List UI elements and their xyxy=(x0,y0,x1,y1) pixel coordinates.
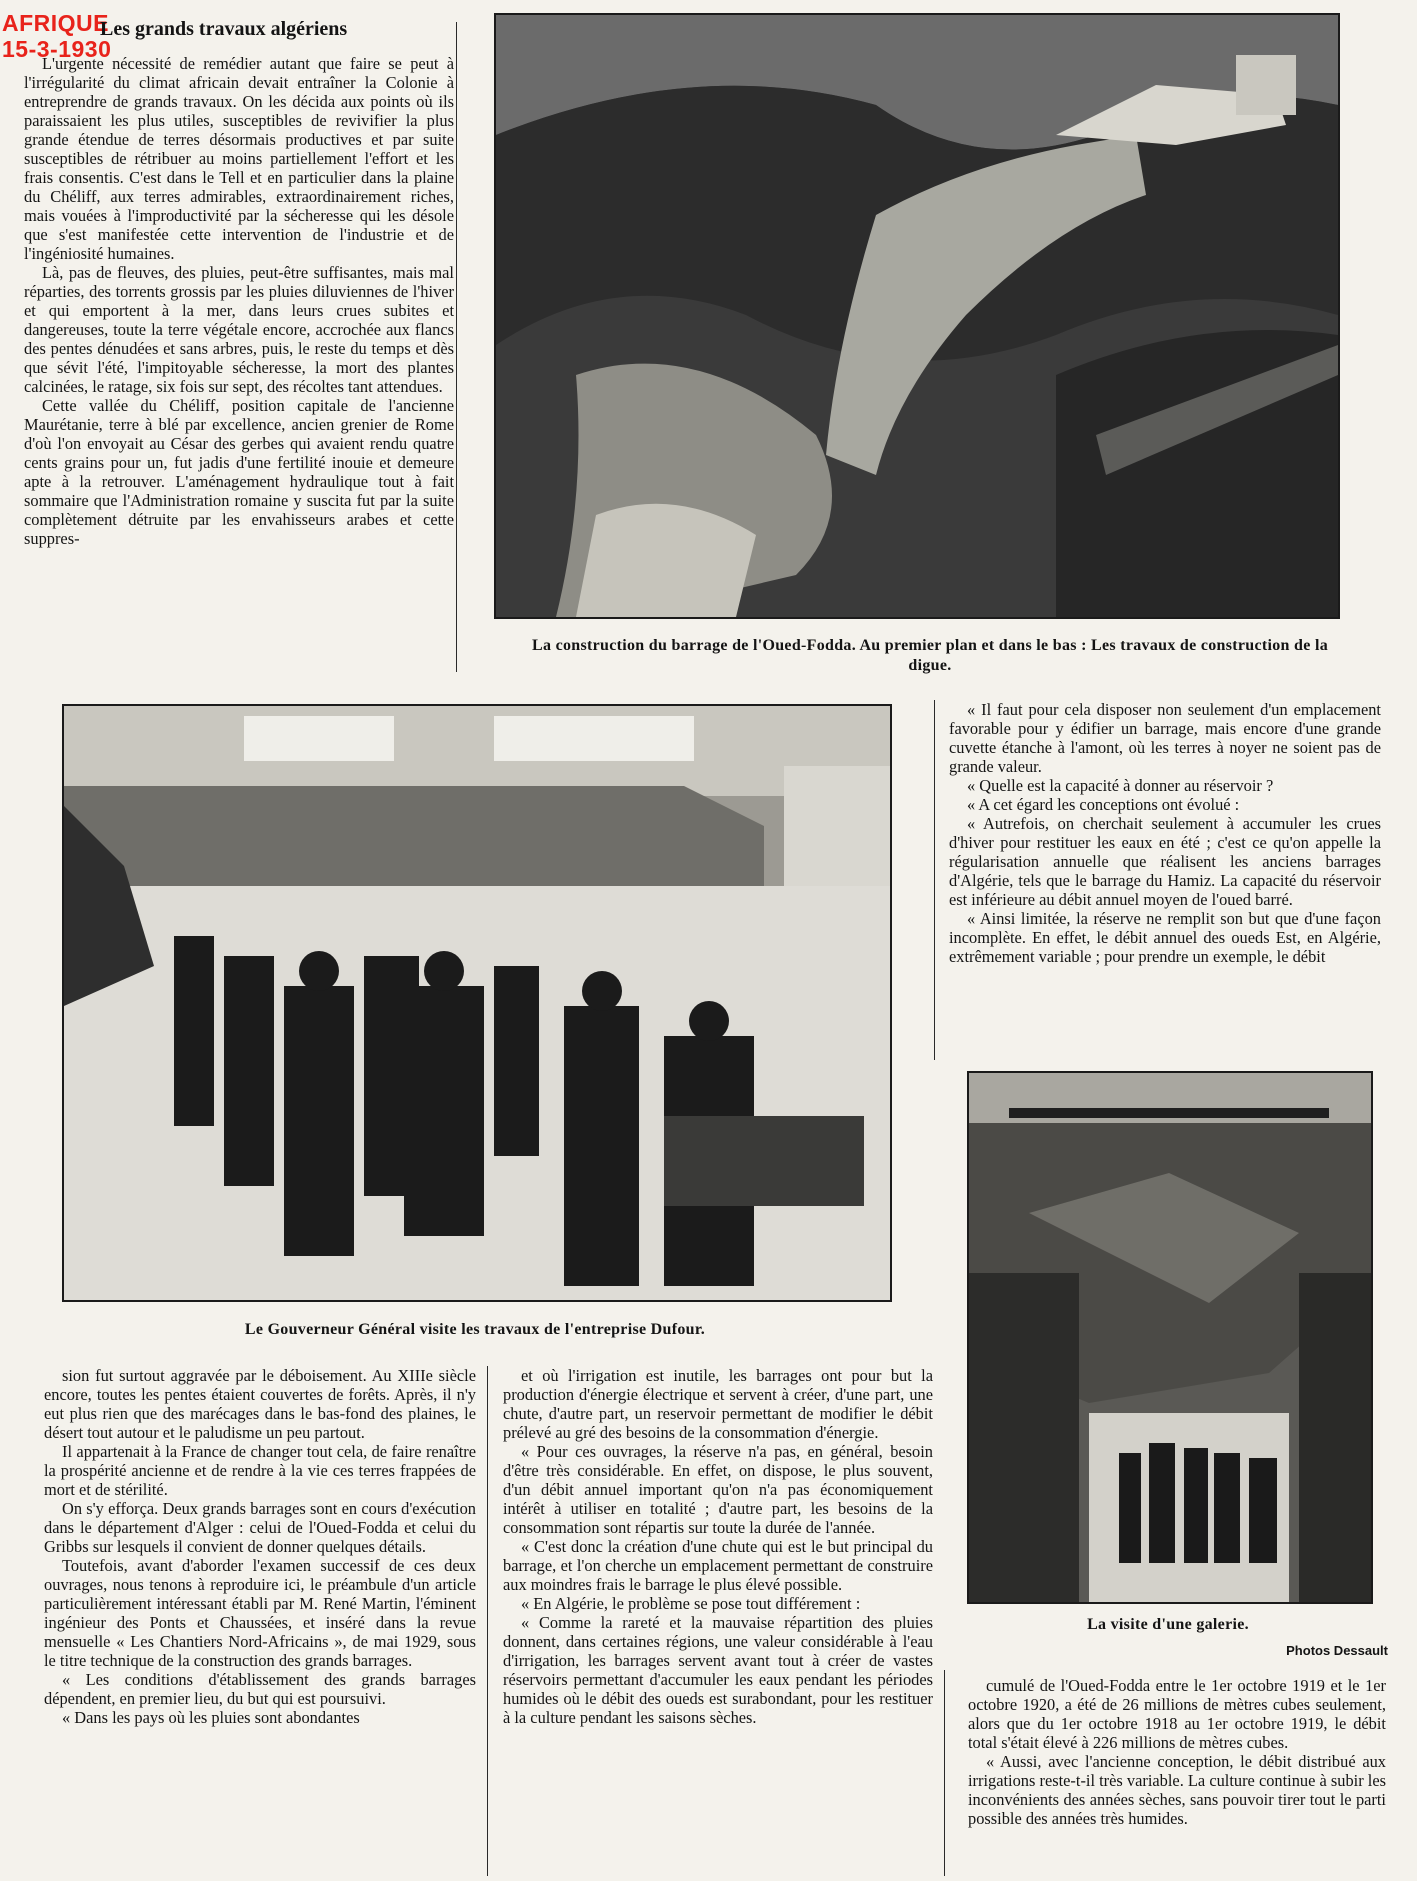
column-2 xyxy=(949,700,1381,1056)
column-4 xyxy=(503,1366,933,1876)
paragraph: cumulé de l'Oued-Fodda entre le 1er octobre 1919 et le 1er octobre 1920, a été de 26 millions de mètres cubes seulement, alors que du 1er octobre 1918 au 1er octobre 1919, le débit total s'était élevé à 226 millions de mètres cubes. xyxy=(968,1676,1386,1752)
photo-credit: Photos Dessault xyxy=(1286,1643,1388,1658)
column-divider xyxy=(934,700,935,1060)
paragraph: sion fut surtout aggravée par le déboisement. Au XIIIe siècle encore, toutes les pentes étaient couvertes de forêts. Après, il n'y eut plus rien que des marécages dans le bas-fond des plaines, le désert tout autour et le paludisme un peu partout. xyxy=(44,1366,476,1442)
paragraph: « Les conditions d'établissement des grands barrages dépendent, en premier lieu, du but qui est poursuivi. xyxy=(44,1670,476,1708)
column-divider xyxy=(487,1366,488,1876)
paragraph: Toutefois, avant d'aborder l'examen successif de ces deux ouvrages, nous tenons à reproduire ici, le préambule d'un article particulièrement intéressant établi par M. René Martin, l'éminent ingénieur des Ponts et Chaussées, et inséré dans la revue mensuelle « Les Chantiers Nord-Africains », de mai 1929, sous le titre technique de la construction des grands barrages. xyxy=(44,1556,476,1670)
column-divider xyxy=(456,22,457,672)
paragraph: Il appartenait à la France de changer tout cela, de faire renaître la prospérité ancienne et de rendre à la vie ces terres frappées de mort et de stérilité. xyxy=(44,1442,476,1499)
paragraph: L'urgente nécessité de remédier autant que faire se peut à l'irrégularité du climat africain devait entraîner la Colonie à entreprendre de grands travaux. On les décida aux points où ils paraissaient les plus utiles, susceptibles de revivifier la plus grande étendue de terres désormais productives et par suite susceptibles de rétribuer au moins partiellement l'effort et les frais consentis. C'est dans le Tell et en particulier dans la plaine du Chéliff, aux terres admirables, extraordinairement riches, mais vouées à l'improductivité par la sécheresse qui les désole que s'est manifestée cette intervention de l'industrie et de l'ingéniosité humaines. xyxy=(24,54,454,263)
caption-photo-2: Le Gouverneur Général visite les travaux de l'entreprise Dufour. xyxy=(244,1321,706,1338)
column-divider xyxy=(944,1670,945,1876)
paragraph: « Autrefois, on cherchait seulement à accumuler les crues d'hiver pour restituer les eaux en été ; c'est ce qu'on appelle la régularisation annuelle que réalisent les anciens barrages d'Algérie, tels que le barrage du Hamiz. La capacité du réservoir est inférieure au débit annuel moyen de l'oued barré. xyxy=(949,814,1381,909)
paragraph: « Il faut pour cela disposer non seulement d'un emplacement favorable pour y édifier un barrage, mais encore d'une grande cuvette étanche à l'amont, où les terres à noyer ne soient pas de grande valeur. xyxy=(949,700,1381,776)
article-title: Les grands travaux algériens xyxy=(100,18,348,40)
photo-dam-construction xyxy=(494,13,1340,619)
photo-gallery-visit xyxy=(967,1071,1373,1604)
column-5 xyxy=(968,1676,1386,1876)
paragraph: « Aussi, avec l'ancienne conception, le débit distribué aux irrigations reste-t-il très variable. La culture continue à subir les inconvénients des années sèches, sans pouvoir tirer tout le parti possible des années très humides. xyxy=(968,1752,1386,1828)
caption-photo-3: La visite d'une galerie. xyxy=(1087,1616,1249,1633)
paragraph: Là, pas de fleuves, des pluies, peut-être suffisantes, mais mal réparties, des torrents grossis par les pluies diluviennes de l'hiver et qui emportent à la mer, dans leurs crues subites et dangereuses, toute la terre végétale encore, accrochée aux flancs des pentes dénudées et sans arbres, puis, le reste du temps et dès que sévit l'été, l'impitoyable sécheresse, la mort des plantes calcinées, le ratage, six fois sur sept, des récoltes tant attendues. xyxy=(24,263,454,396)
paragraph: « A cet égard les conceptions ont évolué : xyxy=(967,795,1240,814)
column-3 xyxy=(44,1366,476,1876)
column-1 xyxy=(24,54,454,676)
tag-source: AFRIQUE xyxy=(2,10,109,36)
tag-date: 15-3-1930 xyxy=(2,36,112,62)
paragraph: et où l'irrigation est inutile, les barrages ont pour but la production d'énergie électrique et servent à créer, d'une part, une chute, d'autre part, un reservoir permettant de modifier le débit prélevé au gré des besoins de la consommation d'énergie. xyxy=(503,1366,933,1442)
paragraph: « Quelle est la capacité à donner au réservoir ? xyxy=(967,776,1274,795)
paragraph: « Ainsi limitée, la réserve ne remplit son but que d'une façon incomplète. En effet, le débit annuel des oueds Est, en Algérie, extrêmement variable ; pour prendre un exemple, le débit xyxy=(949,909,1381,966)
paragraph: « Dans les pays où les pluies sont abondantes xyxy=(62,1708,360,1727)
paragraph: « Comme la rareté et la mauvaise répartition des pluies donnent, dans certaines régions, une valeur considérable à l'eau d'irrigation, les barrages servent avant tout à créer de vastes réservoirs permettant d'accumuler les eaux pendant les périodes humides où le débit des oueds est surabondant, pour les restituer à la culture pendant les saisons sèches. xyxy=(503,1613,933,1727)
paragraph: « C'est donc la création d'une chute qui est le but principal du barrage, et l'on cherche un emplacement permettant de construire aux moindres frais le barrage le plus élevé possible. xyxy=(503,1537,933,1594)
caption-photo-1: La construction du barrage de l'Oued-Fodda. Au premier plan et dans le bas : Les travaux de construction de la digue. xyxy=(532,637,1328,674)
paragraph: « En Algérie, le problème se pose tout différement : xyxy=(521,1594,861,1613)
paragraph: « Pour ces ouvrages, la réserve n'a pas, en général, besoin d'être très considérable. En effet, on dispose, le plus souvent, d'un débit annuel important qu'on n'a pas économiquement intérêt à utiliser en totalité ; d'autre part, les besoins de la consommation sont répartis sur toute la durée de l'année. xyxy=(503,1442,933,1537)
paragraph: On s'y efforça. Deux grands barrages sont en cours d'exécution dans le département d'Alger : celui de l'Oued-Fodda et celui du Gribbs sur lesquels il convient de donner quelques détails. xyxy=(44,1499,476,1556)
paragraph: Cette vallée du Chéliff, position capitale de l'ancienne Maurétanie, terre à blé par excellence, ancien grenier de Rome d'où l'on envoyait au César des gerbes qui avaient rendu quatre cents grains pour un, fut jadis d'une fertilité inouie et demeure apte à la retrouver. L'aménagement hydraulique tout à fait sommaire que l'Administration romaine y suscita fut par la suite complètement détruite par les envahisseurs arabes et cette suppres- xyxy=(24,396,454,548)
photo-governor-visit xyxy=(62,704,892,1302)
